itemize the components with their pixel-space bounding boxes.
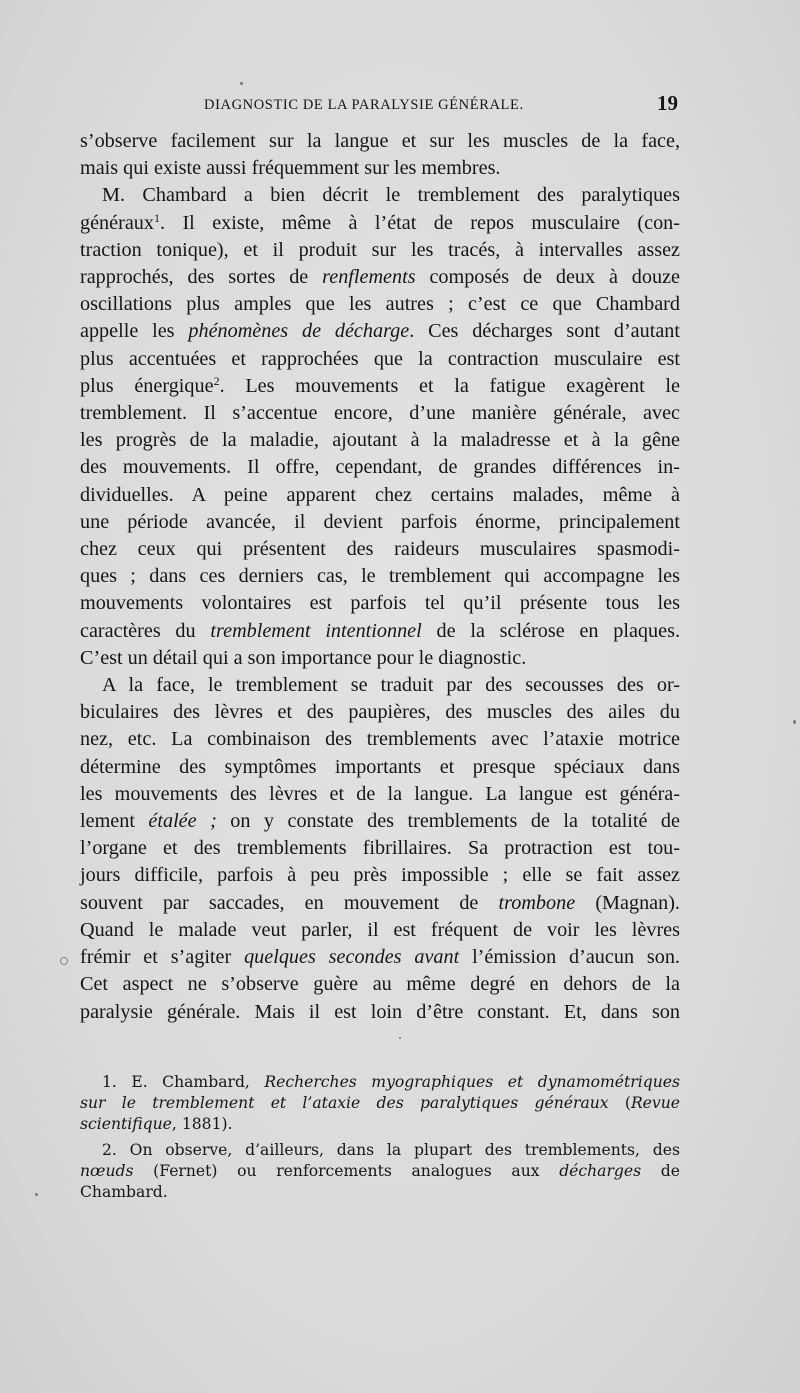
text-segment: ( xyxy=(608,1094,631,1112)
text-segment: les progrès de la maladie, ajoutant à la maladresse et à la gêne xyxy=(80,429,680,452)
text-line xyxy=(80,400,680,427)
text-line xyxy=(80,618,680,645)
text-segment: généraux xyxy=(80,211,154,234)
footnote-marker: 2 xyxy=(213,373,220,388)
text-segment: paralysie générale. Mais il est loin d’être constant. Et, dans son xyxy=(80,1000,680,1023)
text-segment: mais qui existe aussi fréquemment sur les membres. xyxy=(80,157,501,180)
italic-text: quelques secondes avant xyxy=(244,946,460,969)
text-segment: Cet aspect ne s’observe guère au même degré en dehors de la xyxy=(80,973,680,996)
text-segment: appelle les xyxy=(80,320,189,343)
footnote-line xyxy=(80,1161,680,1182)
text-line xyxy=(80,754,680,781)
text-segment: l’organe et des tremblements fibrillaires. Sa protraction est tou- xyxy=(80,837,680,860)
italic-text: sur le tremblement et l’ataxie des paralytiques généraux xyxy=(80,1094,609,1112)
text-line xyxy=(80,590,680,617)
italic-text: Revue xyxy=(630,1094,680,1112)
text-line xyxy=(80,645,680,672)
footnote-line xyxy=(80,1093,680,1114)
text-segment: dividuelles. A peine apparent chez certains malades, même à xyxy=(80,483,680,506)
text-line xyxy=(80,264,680,291)
text-segment: . Les mouvements et la fatigue exagèrent le xyxy=(219,374,680,397)
text-segment: jours difficile, parfois à peu près impossible ; elle se fait assez xyxy=(80,864,680,887)
text-line xyxy=(80,318,680,345)
text-segment: lement xyxy=(80,810,149,833)
text-line xyxy=(80,890,680,917)
italic-text: scientifique xyxy=(80,1115,172,1133)
footnote-line xyxy=(80,1072,680,1093)
text-segment: Quand le malade veut parler, il est fréquent de voir les lèvres xyxy=(80,918,680,941)
text-segment: oscillations plus amples que les autres ; c’est ce que Chambard xyxy=(80,293,680,316)
text-segment: plus accentuées et rapprochées que la contraction musculaire est xyxy=(80,347,680,370)
italic-text: étalée ; xyxy=(148,810,217,833)
text-line xyxy=(80,128,680,155)
page-number: 19 xyxy=(657,91,678,115)
body-text xyxy=(80,128,680,1026)
italic-text: tremblement intentionnel xyxy=(210,619,422,642)
page-header xyxy=(80,91,678,121)
text-segment: (Magnan). xyxy=(575,891,680,914)
text-segment: traction tonique), et il produit sur les tracés, à intervalles assez xyxy=(80,238,680,261)
text-segment: M. Chambard a bien décrit le tremblement des paralytiques xyxy=(102,184,680,207)
text-line xyxy=(80,509,680,536)
text-segment: . Il existe, même à l’état de repos musculaire (con- xyxy=(159,211,680,234)
text-segment: tremblement. Il s’accentue encore, d’une manière générale, avec xyxy=(80,402,680,425)
paper-speck xyxy=(240,82,243,85)
text-line xyxy=(80,862,680,889)
text-line xyxy=(80,971,680,998)
text-segment: une période avancée, il devient parfois énorme, principalement xyxy=(80,510,680,533)
text-segment: de xyxy=(641,1162,680,1180)
text-line xyxy=(80,346,680,373)
text-segment: on y constate des tremblements de la totalité de xyxy=(216,810,680,833)
italic-text: trombone xyxy=(498,891,576,914)
text-line xyxy=(80,835,680,862)
text-segment: biculaires des lèvres et des paupières, des muscles des ailes du xyxy=(80,701,680,724)
text-segment: . Ces décharges sont d’autant xyxy=(409,320,680,343)
text-line xyxy=(80,944,680,971)
text-segment: plus énergique xyxy=(80,374,214,397)
text-line xyxy=(80,808,680,835)
text-segment: 2. On observe, d’ailleurs, dans la plupart des tremblements, des xyxy=(102,1141,680,1159)
text-segment: , 1881). xyxy=(171,1115,233,1133)
text-line xyxy=(80,999,680,1026)
italic-text: Recherches myographiques et dynamométriques xyxy=(264,1073,680,1091)
text-segment: C’est un détail qui a son importance pour le diagnostic. xyxy=(80,646,527,669)
text-line xyxy=(80,373,680,400)
text-segment: ques ; dans ces derniers cas, le tremblement qui accompagne les xyxy=(80,565,680,588)
text-line xyxy=(80,237,680,264)
footnote-1 xyxy=(80,1072,680,1135)
text-line xyxy=(80,182,680,209)
text-line xyxy=(80,726,680,753)
text-line xyxy=(80,482,680,509)
text-segment: frémir et s’agiter xyxy=(80,946,245,969)
text-segment: des mouvements. Il offre, cependant, de grandes différences in- xyxy=(80,456,680,479)
footnotes xyxy=(80,1072,680,1203)
text-segment: rapprochés, des sortes de xyxy=(80,266,323,289)
text-line xyxy=(80,454,680,481)
text-segment: A la face, le tremblement se traduit par des secousses des or- xyxy=(102,674,680,697)
text-segment: 1. E. Chambard, xyxy=(102,1073,265,1091)
paper-speck xyxy=(35,1193,38,1196)
text-line xyxy=(80,699,680,726)
footnote-line xyxy=(80,1114,680,1135)
text-line xyxy=(80,427,680,454)
running-title: DIAGNOSTIC DE LA PARALYSIE GÉNÉRALE. xyxy=(204,97,524,113)
paper-speck xyxy=(399,1037,401,1039)
text-line xyxy=(80,155,680,182)
text-line xyxy=(80,563,680,590)
text-segment: de la sclérose en plaques. xyxy=(421,619,680,642)
text-segment: mouvements volontaires est parfois tel qu’il présente tous les xyxy=(80,592,680,615)
footnote-marker: 1 xyxy=(153,210,160,225)
text-segment: l’émission d’aucun son. xyxy=(459,946,680,969)
text-line xyxy=(80,291,680,318)
text-segment: s’observe facilement sur la langue et sur les muscles de la face, xyxy=(80,130,680,152)
text-segment: composés de deux à douze xyxy=(415,266,680,289)
text-segment: chez ceux qui présentent des raideurs musculaires spasmodi- xyxy=(80,538,680,561)
footnote-line xyxy=(80,1182,680,1203)
text-line xyxy=(80,536,680,563)
footnote-line xyxy=(80,1140,680,1161)
italic-text: renflements xyxy=(322,266,416,289)
text-line xyxy=(80,210,680,237)
text-line xyxy=(80,672,680,699)
italic-text: phénomènes de décharge xyxy=(188,320,410,343)
text-line xyxy=(80,781,680,808)
text-segment: souvent par saccades, en mouvement de xyxy=(80,891,499,914)
text-segment: (Fernet) ou renforcements analogues aux xyxy=(133,1162,560,1180)
text-line xyxy=(80,917,680,944)
italic-text: nœuds xyxy=(80,1162,134,1180)
paper-speck xyxy=(60,957,68,965)
italic-text: décharges xyxy=(559,1162,642,1180)
footnote-2 xyxy=(80,1140,680,1203)
text-segment: caractères du xyxy=(80,619,211,642)
text-segment: les mouvements des lèvres et de la langue. La langue est généra- xyxy=(80,782,680,805)
text-segment: détermine des symptômes importants et presque spéciaux dans xyxy=(80,755,680,778)
text-segment: nez, etc. La combinaison des tremblements avec l’ataxie motrice xyxy=(80,728,680,751)
paper-speck xyxy=(793,720,796,724)
text-segment: Chambard. xyxy=(80,1183,168,1201)
